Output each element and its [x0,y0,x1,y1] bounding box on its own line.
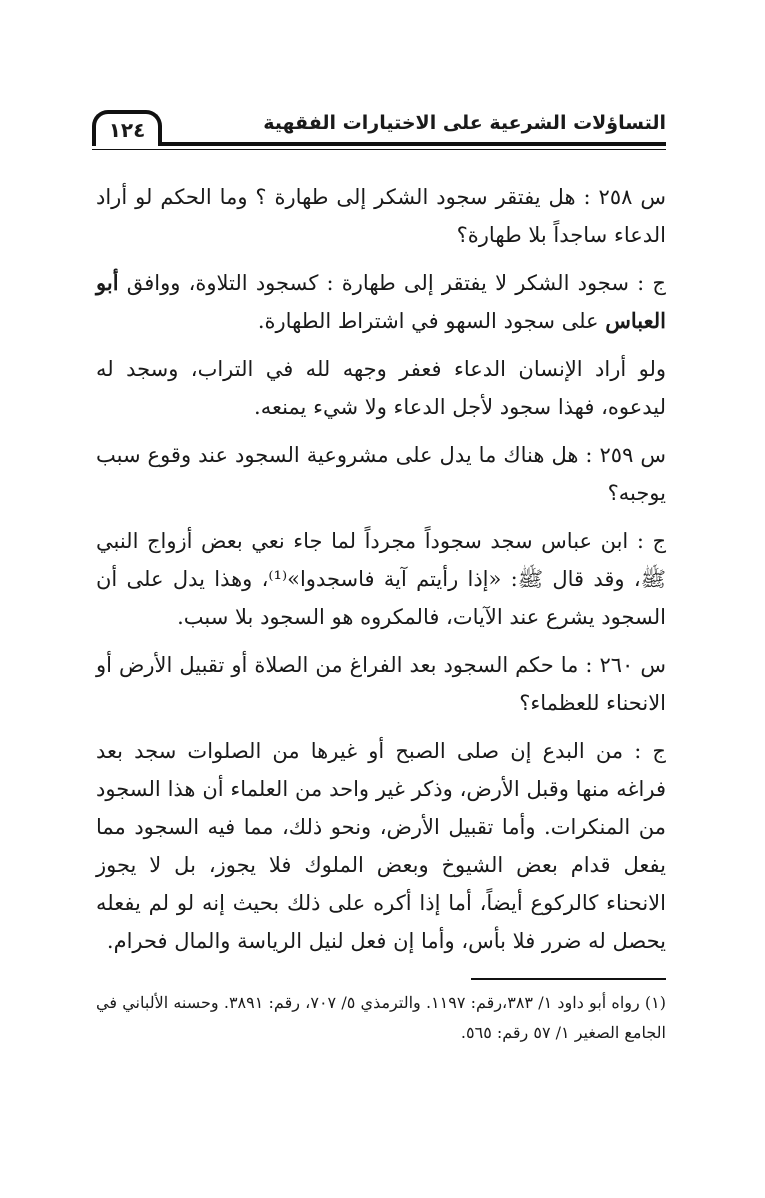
running-title: التساؤلات الشرعية على الاختيارات الفقهية [263,112,666,134]
answer-258-rest: على سجود السهو في اشتراط الطهارة. [257,309,606,333]
answer-260: ج : من البدع إن صلى الصبح أو غيرها من الصلوات سجد بعد فراغه منها وقبل الأرض، وذكر غير واحد من العلماء أن هذا السجود من المنكرات. وأما تقبيل الأرض، ونحو ذلك، مما فيه السجود مما يفعل قدام بعض الشيوخ وبعض الملوك فلا يجوز، بل لا يجوز الانحناء كالركوع أيضاً، أما إذا أكره على ذلك بحيث إنه لو لم يفعله يحصل له ضرر فلا بأس، وأما إن فعل لنيل الرياسة والمال فحرام. [96,739,666,953]
question-259: س ٢٥٩ : هل هناك ما يدل على مشروعية السجود عند وقوع سبب يوجبه؟ [96,443,666,505]
answer-259: ج : ابن عباس سجد سجوداً مجرداً لما جاء نعي بعض أزواج النبي ﷺ، وقد قال ﷺ: «إذا رأيتم آية فاسجدوا»⁽¹⁾، وهذا يدل على أن السجود يشرع عند الآيات، فالمكروه هو السجود بلا سبب. [96,529,667,629]
answer-258-intro: ج : سجود الشكر لا يفتقر إلى طهارة : كسجود التلاوة، ووافق [126,271,666,295]
footnote: (١) رواه أبو داود ١/ ٣٨٣،رقم: ١١٩٧. والترمذي ٥/ ٧٠٧، رقم: ٣٨٩١. وحسنه الألباني في الجامع الصغير ١/ ٥٧ رقم: ٥٦٥. [96,993,667,1042]
footnote-rule [471,978,666,980]
answer-258 [96,264,666,340]
page-number: ١٢٤ [92,110,162,146]
header-rule [92,142,666,146]
answer-258-name: أبو العباس [96,270,666,333]
answer-258-continued: ولو أراد الإنسان الدعاء فعفر وجهه لله في التراب، وسجد له ليدعوه، فهذا سجود لأجل الدعاء ولا شيء يمنعه. [96,357,666,419]
question-258: س ٢٥٨ : هل يفتقر سجود الشكر إلى طهارة ؟ وما الحكم لو أراد الدعاء ساجداً بلا طهارة؟ [96,185,666,247]
page-header [92,100,666,156]
question-260: س ٢٦٠ : ما حكم السجود بعد الفراغ من الصلاة أو تقبيل الأرض أو الانحناء للعظماء؟ [96,653,666,715]
page-body [96,178,666,970]
header-rule-thin [92,149,666,150]
